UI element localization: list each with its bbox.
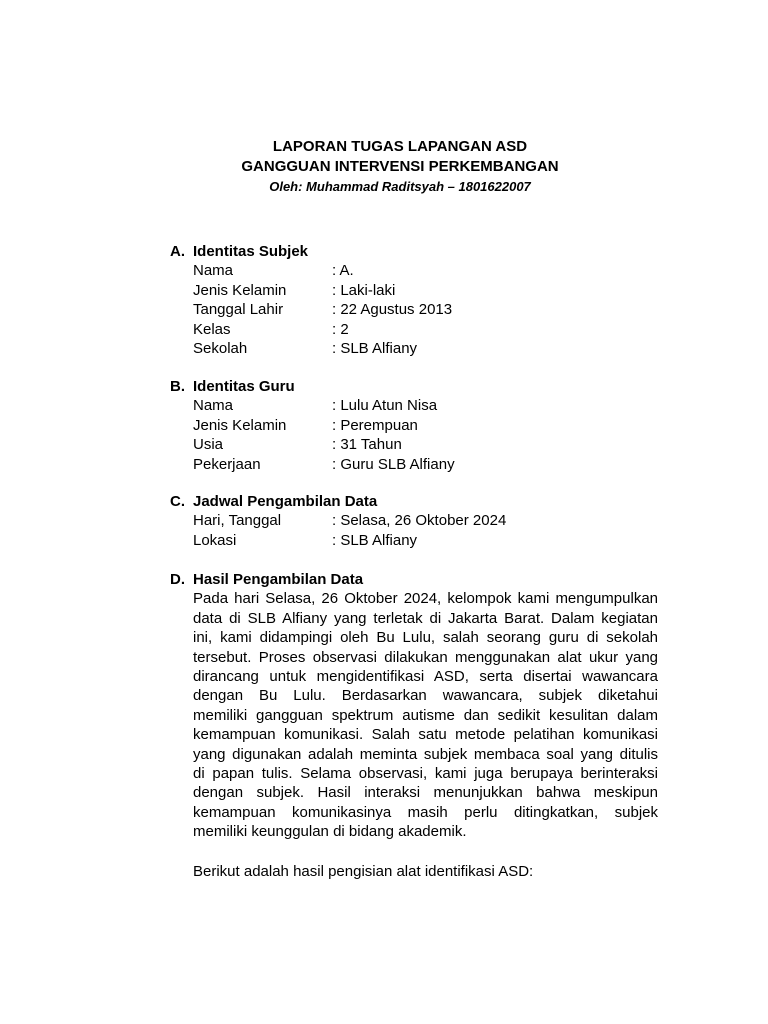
field-value: : 22 Agustus 2013 — [332, 301, 453, 319]
paragraph-line: ini, kami didampingi oleh Bu Lulu, salah seorang guru di sekolah — [193, 629, 658, 647]
field-value: : 2 — [332, 320, 349, 338]
section-jadwal-pengambilan-data — [170, 492, 660, 550]
paragraph-line: dengan Bu Lulu. Berdasarkan wawancara, subjek diketahui — [193, 687, 658, 705]
paragraph-line: memiliki keunggulan di bidang akademik. — [193, 823, 467, 841]
document-title-block — [0, 137, 768, 197]
document-subtitle: GANGGUAN INTERVENSI PERKEMBANGAN — [241, 158, 559, 175]
paragraph-line: data di SLB Alfiany yang terletak di Jakarta Barat. Dalam kegiatan — [193, 609, 658, 627]
section-identitas-subjek — [170, 242, 660, 358]
field-row — [170, 455, 660, 474]
field-value: : Lulu Atun Nisa — [332, 397, 438, 415]
field-value: : SLB Alfiany — [332, 531, 418, 549]
field-row — [170, 261, 660, 280]
field-label: Jenis Kelamin — [193, 416, 287, 434]
field-value: : Laki-laki — [332, 281, 396, 299]
paragraph-line: di papan tulis. Selama observasi, kami juga berupaya berinteraksi — [193, 765, 658, 783]
field-label: Tanggal Lahir — [193, 301, 284, 319]
section-heading — [170, 492, 660, 511]
section-letter: B. — [170, 378, 185, 395]
paragraph-line: Pada hari Selasa, 26 Oktober 2024, kelompok kami mengumpulkan — [193, 590, 658, 608]
document-author: Oleh: Muhammad Raditsyah – 1801622007 — [269, 179, 531, 194]
field-row — [170, 435, 660, 454]
field-label: Kelas — [193, 320, 231, 338]
document-title: LAPORAN TUGAS LAPANGAN ASD — [272, 138, 528, 155]
field-label: Hari, Tanggal — [193, 512, 282, 530]
field-row — [170, 300, 660, 319]
paragraph-line: kemampuan komunikasi. Salah satu metode pelatihan komunikasi — [193, 726, 658, 744]
section-heading-text: Jadwal Pengambilan Data — [193, 493, 378, 510]
field-label: Usia — [193, 436, 224, 454]
section-heading — [170, 570, 660, 589]
section-hasil-pengambilan-data — [170, 570, 660, 881]
closing-sentence: Berikut adalah hasil pengisian alat identifikasi ASD: — [193, 862, 534, 880]
field-value: : A. — [332, 262, 354, 280]
field-row — [170, 416, 660, 435]
section-heading-text: Hasil Pengambilan Data — [193, 571, 364, 588]
section-letter: C. — [170, 493, 185, 510]
paragraph-line: dengan subjek. Hasil interaksi menunjukkan bahwa meskipun — [193, 784, 658, 802]
field-label: Pekerjaan — [193, 455, 261, 473]
field-row — [170, 531, 660, 550]
field-value: : SLB Alfiany — [332, 339, 418, 357]
section-heading-text: Identitas Subjek — [193, 243, 309, 260]
paragraph-line: kemampuan komunikasinya masih perlu ditingkatkan, subjek — [193, 803, 658, 821]
field-value: : Selasa, 26 Oktober 2024 — [332, 512, 507, 530]
field-label: Lokasi — [193, 531, 237, 549]
section-heading — [170, 242, 660, 261]
section-identitas-guru — [170, 377, 660, 474]
field-row — [170, 511, 660, 530]
field-value: : Guru SLB Alfiany — [332, 455, 455, 473]
paragraph-line: dirancang untuk mengidentifikasi ASD, serta disertai wawancara — [193, 668, 658, 686]
section-heading — [170, 377, 660, 396]
results-paragraph — [193, 589, 658, 841]
paragraph-line: memiliki gangguan spektrum autisme dan sedikit kesulitan dalam — [193, 706, 658, 724]
paragraph-line: yang digunakan adalah meminta subjek membaca soal yang ditulis — [193, 745, 658, 763]
field-value: : Perempuan — [332, 416, 418, 434]
field-row — [170, 320, 660, 339]
field-label: Nama — [193, 262, 234, 280]
field-row — [170, 281, 660, 300]
section-heading-text: Identitas Guru — [193, 378, 295, 395]
field-label: Jenis Kelamin — [193, 281, 287, 299]
section-letter: A. — [170, 243, 185, 260]
field-label: Nama — [193, 397, 234, 415]
field-label: Sekolah — [193, 339, 248, 357]
field-row — [170, 396, 660, 415]
field-value: : 31 Tahun — [332, 436, 402, 454]
section-letter: D. — [170, 571, 185, 588]
paragraph-line: tersebut. Proses observasi dilakukan menggunakan alat ukur yang — [193, 648, 658, 666]
field-row — [170, 339, 660, 358]
